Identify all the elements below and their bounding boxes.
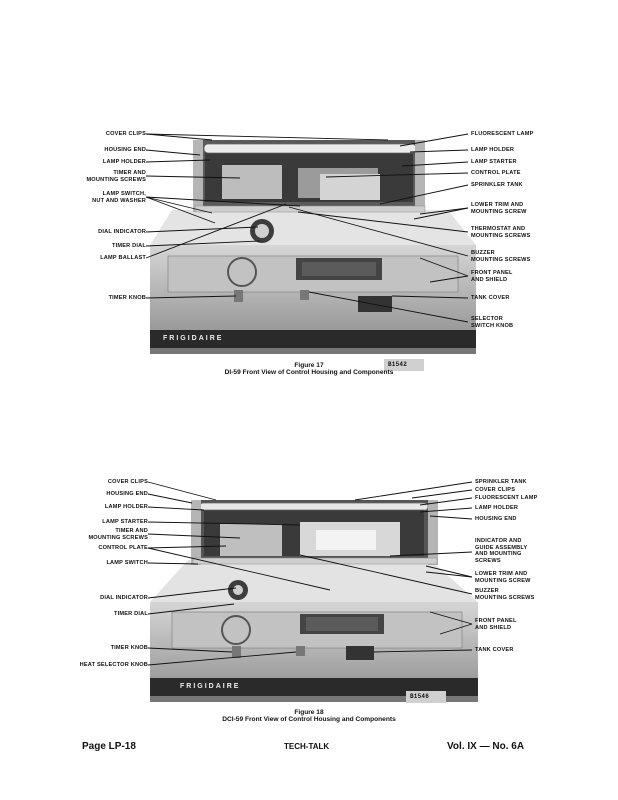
label-lamp-ballast: LAMP BALLAST [100, 255, 146, 261]
label-front-panel: FRONT PANEL AND SHIELD [471, 270, 513, 283]
label-cover-clips: COVER CLIPS [105, 131, 146, 137]
label-lamp-switch-18: LAMP SWITCH [106, 560, 148, 566]
footer-page-number: Page LP-18 [82, 741, 136, 752]
label-housing-end-18: HOUSING END [106, 491, 148, 497]
label-buzzer: BUZZER MOUNTING SCREWS [471, 250, 531, 263]
label-lamp-holder-right-18: LAMP HOLDER [475, 505, 519, 511]
label-selector-switch-knob: SELECTOR SWITCH KNOB [471, 316, 514, 329]
label-heat-selector-knob: HEAT SELECTOR KNOB [79, 662, 148, 668]
label-lamp-starter: LAMP STARTER [471, 159, 517, 165]
label-cover-clips-right-18: COVER CLIPS [475, 487, 516, 493]
label-front-panel-18: FRONT PANEL AND SHIELD [475, 618, 517, 631]
label-fluorescent-lamp: FLUORESCENT LAMP [471, 131, 534, 137]
label-tank-cover-18: TANK COVER [475, 647, 514, 653]
label-dial-indicator: DIAL INDICATOR [98, 229, 146, 235]
label-lamp-holder-18: LAMP HOLDER [104, 504, 148, 510]
label-lamp-switch: LAMP SWITCH, NUT AND WASHER [92, 191, 146, 204]
brand-nameplate: FRIGIDAIRE [163, 335, 224, 342]
figure-number-18: Figure 18 [294, 709, 324, 716]
label-lamp-holder: LAMP HOLDER [102, 159, 146, 165]
figure-title: DI-59 Front View of Control Housing and Components [224, 369, 394, 376]
label-sprinkler-tank: SPRINKLER TANK [471, 182, 523, 188]
label-timer-dial: TIMER DIAL [111, 243, 146, 249]
photo-stamp-18: B1546 [410, 693, 430, 700]
label-lamp-starter-18: LAMP STARTER [102, 519, 148, 525]
label-sprinkler-tank-18: SPRINKLER TANK [475, 479, 527, 485]
figure-title-18: DCI-59 Front View of Control Housing and Components [222, 716, 396, 723]
footer-publication: TECH-TALK [284, 742, 330, 751]
label-tank-cover: TANK COVER [471, 295, 510, 301]
label-timer-mounting-screws-18: TIMER AND MOUNTING SCREWS [88, 528, 148, 541]
label-control-plate: CONTROL PLATE [471, 170, 521, 176]
label-lower-trim-18: LOWER TRIM AND MOUNTING SCREW [475, 571, 531, 584]
label-lamp-holder-right: LAMP HOLDER [471, 147, 515, 153]
label-indicator-guide-assembly: INDICATOR AND GUIDE ASSEMBLY AND MOUNTING SCREWS [475, 538, 528, 564]
figure-18-caption [0, 709, 618, 723]
label-housing-end-right-18: HOUSING END [475, 516, 517, 522]
label-buzzer-18: BUZZER MOUNTING SCREWS [475, 588, 535, 601]
brand-nameplate-18: FRIGIDAIRE [180, 683, 241, 690]
label-timer-knob: TIMER KNOB [108, 295, 146, 301]
label-control-plate-18: CONTROL PLATE [98, 545, 148, 551]
label-timer-knob-18: TIMER KNOB [110, 645, 148, 651]
label-housing-end: HOUSING END [104, 147, 146, 153]
figure-number: Figure 17 [294, 362, 324, 369]
label-cover-clips-18: COVER CLIPS [107, 479, 148, 485]
label-lower-trim: LOWER TRIM AND MOUNTING SCREW [471, 202, 527, 215]
label-timer-mounting-screws: TIMER AND MOUNTING SCREWS [86, 170, 146, 183]
photo-stamp: B1542 [388, 361, 408, 368]
label-dial-indicator-18: DIAL INDICATOR [100, 595, 148, 601]
label-timer-dial-18: TIMER DIAL [113, 611, 148, 617]
label-fluorescent-lamp-18: FLUORESCENT LAMP [475, 495, 538, 501]
label-thermostat: THERMOSTAT AND MOUNTING SCREWS [471, 226, 531, 239]
footer-volume: Vol. IX — No. 6A [447, 741, 525, 752]
